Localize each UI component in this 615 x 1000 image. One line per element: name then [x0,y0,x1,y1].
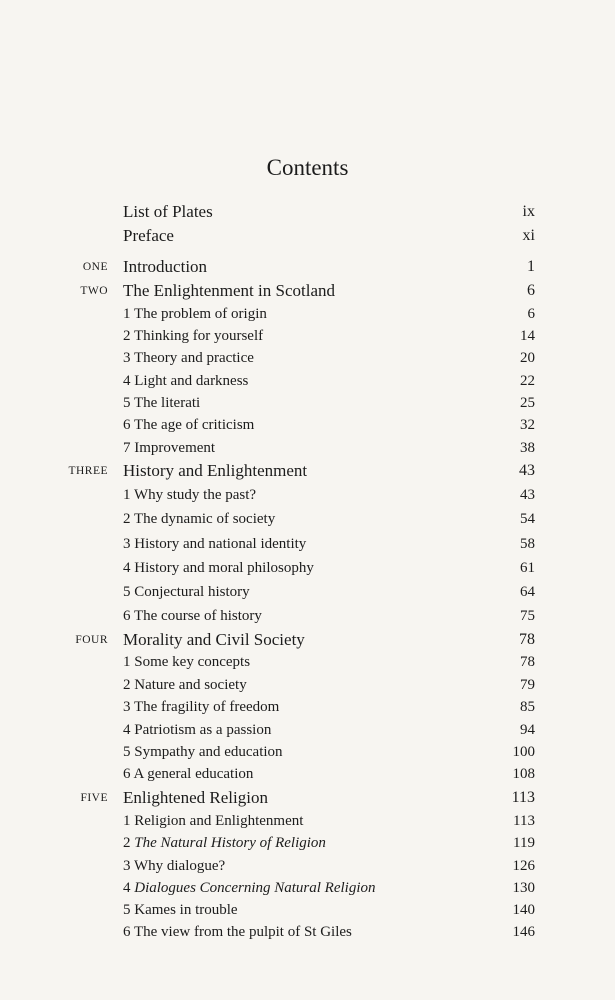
section-number: 6 [123,766,131,782]
section-title [123,921,352,943]
section-page: 32 [520,417,535,433]
section-page: 38 [520,440,535,456]
section-title [123,763,253,785]
toc-entry-page: xi [522,227,535,244]
section-title [123,581,250,603]
section-page: 79 [520,677,535,693]
section-number: 6 [123,608,131,624]
section-text: Why dialogue? [133,858,226,874]
section-number: 4 [123,880,131,896]
section-page: 54 [520,511,535,527]
section-text: Sympathy and education [134,744,283,760]
section-number: 1 [123,654,131,670]
section-text: The course of history [133,608,262,624]
section-page: 108 [512,766,535,782]
section-text: Dialogues Concerning Natural Religion [134,880,376,896]
toc-row-chapter [0,256,615,278]
toc-row-section [0,533,615,555]
chapter-number: ONE [82,261,108,273]
chapter-page: 113 [511,789,535,806]
toc-row-section [0,392,615,414]
section-text: The literati [133,395,201,411]
section-page: 113 [513,813,535,829]
section-number: 2 [123,677,131,693]
section-number: 4 [123,560,131,576]
section-text: Thinking for yourself [133,328,264,344]
section-title [123,325,263,347]
section-text: The age of criticism [133,417,255,433]
section-text: The fragility of freedom [133,699,280,715]
toc-row-section [0,347,615,369]
toc-row-front [0,225,615,247]
section-title [123,696,279,718]
section-text: Some key concepts [134,654,251,670]
section-page: 85 [520,699,535,715]
chapter-title: The Enlightenment in Scotland [123,281,335,300]
section-page: 119 [513,835,535,851]
section-text: The problem of origin [133,306,267,322]
toc-row-chapter [0,280,615,302]
section-number: 2 [123,835,131,851]
section-page: 25 [520,395,535,411]
toc-row-section [0,810,615,832]
section-title [123,370,248,392]
toc-row-section [0,651,615,673]
toc-row-chapter [0,629,615,651]
chapter-number: TWO [80,285,108,297]
toc-row-section [0,605,615,627]
section-number: 5 [123,395,131,411]
section-title [123,533,306,555]
section-title [123,508,275,530]
toc-row-section [0,581,615,603]
section-text: History and moral philosophy [134,560,314,576]
section-title [123,557,314,579]
section-page: 6 [527,306,535,322]
toc-row-section [0,921,615,943]
section-page: 20 [520,350,535,366]
section-text: Kames in trouble [134,902,238,918]
section-number: 3 [123,350,131,366]
chapter-page: 1 [527,258,535,275]
section-title [123,651,250,673]
toc-row-section [0,899,615,921]
section-page: 130 [512,880,535,896]
toc-row-section [0,437,615,459]
chapter-page: 6 [527,282,535,299]
chapter-number: FOUR [75,634,108,646]
toc-row-section [0,855,615,877]
section-number: 4 [123,722,131,738]
chapter-title: Introduction [123,257,208,276]
section-title [123,674,247,696]
section-text: The Natural History of Religion [134,835,326,851]
section-number: 5 [123,744,131,760]
section-title [123,899,238,921]
toc-row-section [0,557,615,579]
toc-entry-title: Preface [123,226,174,245]
section-text: Why study the past? [133,487,257,503]
section-title [123,741,283,763]
section-number: 7 [123,440,131,456]
section-title [123,484,256,506]
section-title [123,810,303,832]
toc-row-section [0,741,615,763]
section-title [123,855,225,877]
section-number: 3 [123,536,131,552]
section-page: 75 [520,608,535,624]
section-number: 5 [123,584,131,600]
section-title [123,347,254,369]
section-title [123,414,254,436]
section-number: 5 [123,902,131,918]
section-text: Religion and Enlightenment [134,813,304,829]
section-page: 78 [520,654,535,670]
chapter-number: THREE [68,465,108,477]
chapter-title: History and Enlightenment [123,461,308,480]
section-title [123,392,200,414]
section-page: 100 [512,744,535,760]
toc-row-section [0,370,615,392]
section-text: Nature and society [134,677,247,693]
toc-row-section [0,877,615,899]
chapter-title: Morality and Civil Society [123,630,305,649]
toc-row-front [0,201,615,223]
section-number: 1 [123,813,131,829]
toc-row-section [0,508,615,530]
section-text: The dynamic of society [133,511,276,527]
section-page: 43 [520,487,535,503]
toc-row-section [0,674,615,696]
chapter-number: FIVE [80,792,108,804]
section-page: 94 [520,722,535,738]
toc-row-chapter [0,460,615,482]
section-page: 64 [520,584,535,600]
toc-row-section [0,696,615,718]
section-number: 6 [123,417,131,433]
section-title [123,303,267,325]
page-title: Contents [266,155,349,180]
section-page: 126 [512,858,535,874]
section-text: Light and darkness [134,373,249,389]
chapter-page: 78 [519,631,535,648]
section-text: The view from the pulpit of St Giles [133,924,352,940]
section-page: 140 [512,902,535,918]
section-page: 22 [520,373,535,389]
toc-entry-page: ix [522,203,535,220]
section-number: 3 [123,699,131,715]
toc-entry-title: List of Plates [123,202,213,221]
section-text: Improvement [134,440,216,456]
toc-row-section [0,763,615,785]
section-text: Patriotism as a passion [134,722,272,738]
section-text: Theory and practice [133,350,254,366]
chapter-page: 43 [519,462,535,479]
section-number: 2 [123,328,131,344]
section-title [123,877,376,899]
section-text: History and national identity [134,536,307,552]
toc-row-section [0,303,615,325]
section-number: 1 [123,306,131,322]
chapter-title: Enlightened Religion [123,788,268,807]
toc-row-section [0,484,615,506]
section-text: A general education [133,766,254,782]
section-number: 6 [123,924,131,940]
toc-row-section [0,832,615,854]
section-number: 1 [123,487,131,503]
toc-row-section [0,414,615,436]
section-title [123,605,262,627]
section-text: Conjectural history [134,584,250,600]
section-page: 14 [520,328,535,344]
section-page: 58 [520,536,535,552]
toc-row-chapter [0,787,615,809]
section-number: 3 [123,858,131,874]
section-title [123,832,326,854]
toc-row-section [0,325,615,347]
section-page: 61 [520,560,535,576]
toc-row-section [0,719,615,741]
section-number: 2 [123,511,131,527]
section-number: 4 [123,373,131,389]
section-title [123,719,271,741]
section-title [123,437,215,459]
section-page: 146 [512,924,535,940]
